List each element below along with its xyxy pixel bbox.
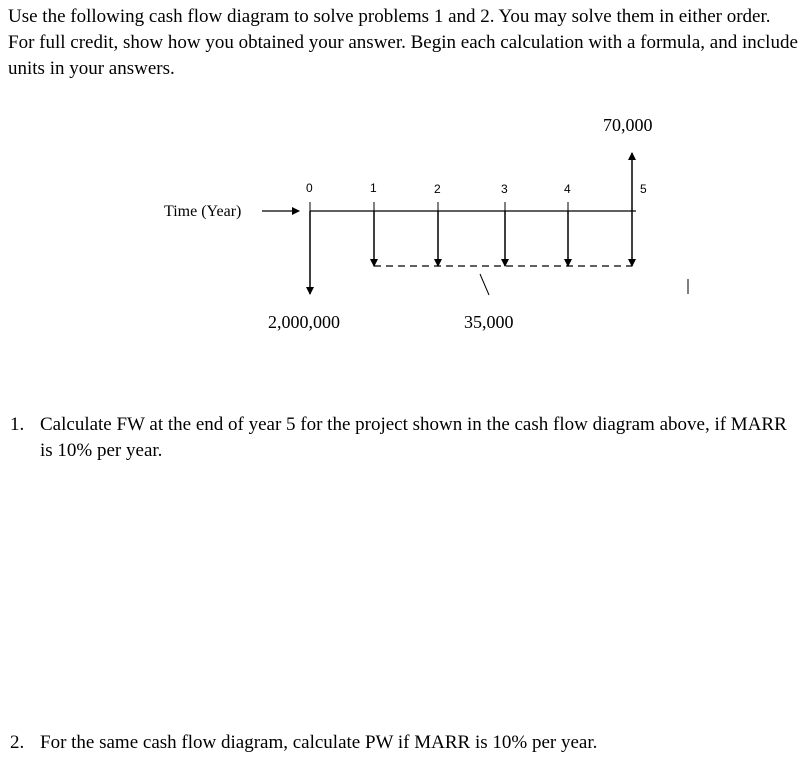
problem-1-text: Calculate FW at the end of year 5 for the project shown in the cash flow diagram above, if MARR is 10% per year. bbox=[40, 414, 787, 461]
period-label-2: 2 bbox=[434, 182, 441, 196]
cash-flow-diagram bbox=[0, 100, 802, 360]
initial-cost-label: 2,000,000 bbox=[268, 312, 340, 332]
instructions-paragraph: Use the following cash flow diagram to solve problems 1 and 2. You may solve them in either order. For full credit, show how you obtained your answer. Begin each calculation with a formula, and include units in your answers. bbox=[8, 6, 798, 79]
period-label-5: 5 bbox=[640, 182, 647, 196]
period-label-1: 1 bbox=[370, 181, 377, 195]
annual-cost-label: 35,000 bbox=[464, 312, 514, 332]
problem-2 bbox=[10, 730, 798, 756]
annual-cost-leader-line bbox=[480, 274, 489, 295]
period-label-0: 0 bbox=[306, 181, 313, 195]
problem-1 bbox=[10, 412, 798, 464]
revenue-label: 70,000 bbox=[603, 115, 653, 135]
period-label-3: 3 bbox=[501, 182, 508, 196]
period-label-4: 4 bbox=[564, 182, 571, 196]
problem-1-number: 1. bbox=[10, 414, 25, 435]
time-axis-label: Time (Year) bbox=[164, 203, 242, 220]
problem-2-number: 2. bbox=[10, 732, 25, 753]
problem-2-text: For the same cash flow diagram, calculate PW if MARR is 10% per year. bbox=[40, 732, 598, 753]
